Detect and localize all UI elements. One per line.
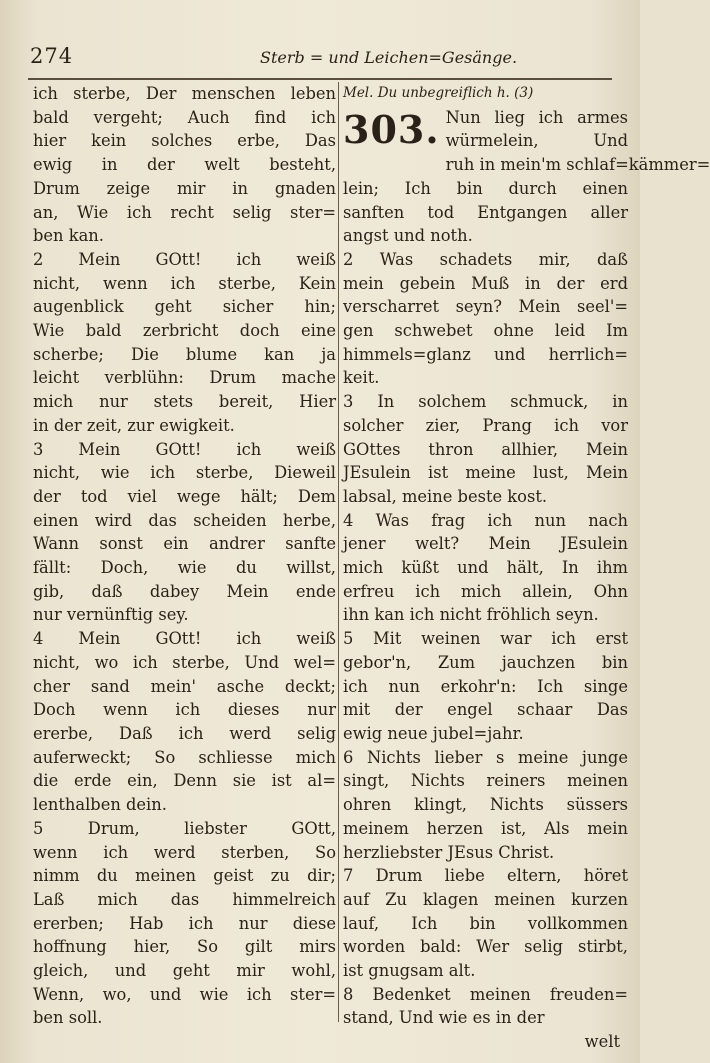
column-divider (338, 82, 339, 1022)
text-line: lein; Ich bin durch einen (343, 178, 628, 198)
text-line: gib, daß dabey Mein ende (33, 581, 336, 601)
text-line: nicht, wo ich sterbe, Und wel= (33, 652, 336, 672)
text-line: lauf, Ich bin vollkommen (343, 913, 628, 933)
text-line: 3 Mein GOtt! ich weiß (33, 439, 336, 459)
text-line: worden bald: Wer selig stirbt, (343, 937, 628, 957)
text-line: in der zeit, zur ewigkeit. (33, 415, 235, 435)
hymn-opening-line: Nun lieg ich armes (445, 107, 628, 127)
catchword: welt (584, 1032, 620, 1052)
text-line: augenblick geht sicher hin; (33, 297, 336, 317)
text-line: 8 Bedenket meinen freuden= (343, 984, 628, 1004)
text-line: mit der engel schaar Das (343, 700, 628, 720)
running-head: Sterb = und Leichen=Gesänge. (260, 48, 518, 67)
text-line: wenn ich werd sterben, So (33, 842, 336, 862)
text-line: herzliebster JEsus Christ. (343, 842, 555, 862)
text-line: ich sterbe, Der menschen leben (33, 84, 336, 103)
text-line: mich nur stets bereit, Hier (33, 392, 336, 412)
text-line: Laß mich das himmelreich (33, 889, 336, 909)
text-line: himmels=glanz und herrlich= (343, 344, 628, 364)
text-line: ben soll. (33, 1008, 103, 1028)
text-line: nicht, wie ich sterbe, Dieweil (33, 463, 336, 483)
text-line: ben kan. (33, 226, 104, 246)
text-line: 5 Mit weinen war ich erst (343, 629, 628, 649)
text-line: Wie bald zerbricht doch eine (33, 321, 336, 341)
text-line: Drum zeige mir in gnaden (33, 178, 336, 198)
text-line: meinem herzen ist, Als mein (343, 818, 628, 838)
text-line: bald vergeht; Auch find ich (33, 107, 336, 127)
text-line: keit. (343, 368, 380, 388)
text-line: an, Wie ich recht selig ster= (33, 202, 336, 222)
text-line: mich küßt und hält, In ihm (343, 558, 628, 578)
text-line: labsal, meine beste kost. (343, 486, 548, 506)
text-line: scherbe; Die blume kan ja (33, 344, 336, 364)
text-line: verscharret seyn? Mein seel'= (343, 297, 628, 317)
text-line: gleich, und geht mir wohl, (33, 961, 336, 981)
text-line: 5 Drum, liebster GOtt, (33, 818, 336, 838)
text-line: gebor'n, Zum jauchzen bin (343, 652, 628, 672)
text-line: nur vernünftig sey. (33, 605, 189, 625)
text-line: angst und noth. (343, 226, 473, 246)
text-line: ererbe, Daß ich werd selig (33, 723, 336, 743)
text-line: Wenn, wo, und wie ich ster= (33, 984, 336, 1004)
page-header (30, 38, 610, 78)
text-line: ererben; Hab ich nur diese (33, 913, 336, 933)
header-rule (28, 78, 612, 80)
left-column (33, 82, 336, 1030)
text-line: jener welt? Mein JEsulein (343, 534, 628, 554)
text-line: 2 Was schadets mir, daß (343, 249, 628, 269)
text-line: ihn kan ich nicht fröhlich seyn. (343, 605, 599, 625)
text-line: ewig in der welt besteht, (33, 155, 336, 175)
text-line: 4 Was frag ich nun nach (343, 510, 628, 530)
text-line: leicht verblühn: Drum mache (33, 368, 336, 388)
text-line: die erde ein, Denn sie ist al= (33, 771, 336, 791)
text-line: sanften tod Entgangen aller (343, 202, 628, 222)
text-line: GOttes thron allhier, Mein (343, 439, 628, 459)
text-line: gen schwebet ohne leid Im (343, 321, 628, 341)
text-line: ewig neue jubel=jahr. (343, 723, 524, 743)
text-line: nimm du meinen geist zu dir; (33, 866, 336, 886)
text-line: ohren klingt, Nichts süssers (343, 795, 628, 815)
text-line: hier kein solches erbe, Das (33, 131, 336, 151)
text-line: nicht, wenn ich sterbe, Kein (33, 273, 336, 293)
text-line: solcher zier, Prang ich vor (343, 415, 628, 435)
right-column-text (343, 153, 710, 1030)
text-line: cher sand mein' asche deckt; (33, 676, 336, 696)
text-line: auferweckt; So schliesse mich (33, 747, 336, 767)
text-line: einen wird das scheiden herbe, (33, 510, 336, 530)
text-line: Wann sonst ein andrer sanfte (33, 534, 336, 554)
text-line: 2 Mein GOtt! ich weiß (33, 249, 336, 269)
text-line: hoffnung hier, So gilt mirs (33, 937, 336, 957)
text-line: Doch wenn ich dieses nur (33, 700, 336, 720)
text-line: ich nun erkohr'n: Ich singe (343, 676, 628, 696)
text-line: stand, Und wie es in der (343, 1008, 545, 1028)
text-line: 3 In solchem schmuck, in (343, 392, 628, 412)
text-line: 4 Mein GOtt! ich weiß (33, 629, 336, 649)
text-line: fällt: Doch, wie du willst, (33, 558, 336, 578)
hymn-number: 303. (343, 106, 440, 152)
page-number: 274 (30, 44, 74, 68)
right-column (343, 82, 710, 1054)
text-line: ruh in mein'm schlaf=kämmer= (445, 155, 710, 175)
text-line: 7 Drum liebe eltern, höret (343, 866, 628, 886)
text-line: mein gebein Muß in der erd (343, 273, 628, 293)
text-line: lenthalben dein. (33, 795, 167, 815)
text-line: ist gnugsam alt. (343, 961, 476, 981)
text-line: der tod viel wege hält; Dem (33, 486, 336, 506)
melody-indication: Mel. Du unbegreiflich h. (3) (343, 85, 534, 101)
text-line: JEsulein ist meine lust, Mein (343, 463, 628, 483)
text-line: singt, Nichts reiners meinen (343, 771, 628, 791)
text-line: 6 Nichts lieber s meine junge (343, 747, 628, 767)
hymn-opening-line: würmelein, Und (445, 131, 628, 151)
text-line: erfreu ich mich allein, Ohn (343, 581, 628, 601)
text-line: auf Zu klagen meinen kurzen (343, 889, 628, 909)
hymn-start (343, 106, 628, 153)
